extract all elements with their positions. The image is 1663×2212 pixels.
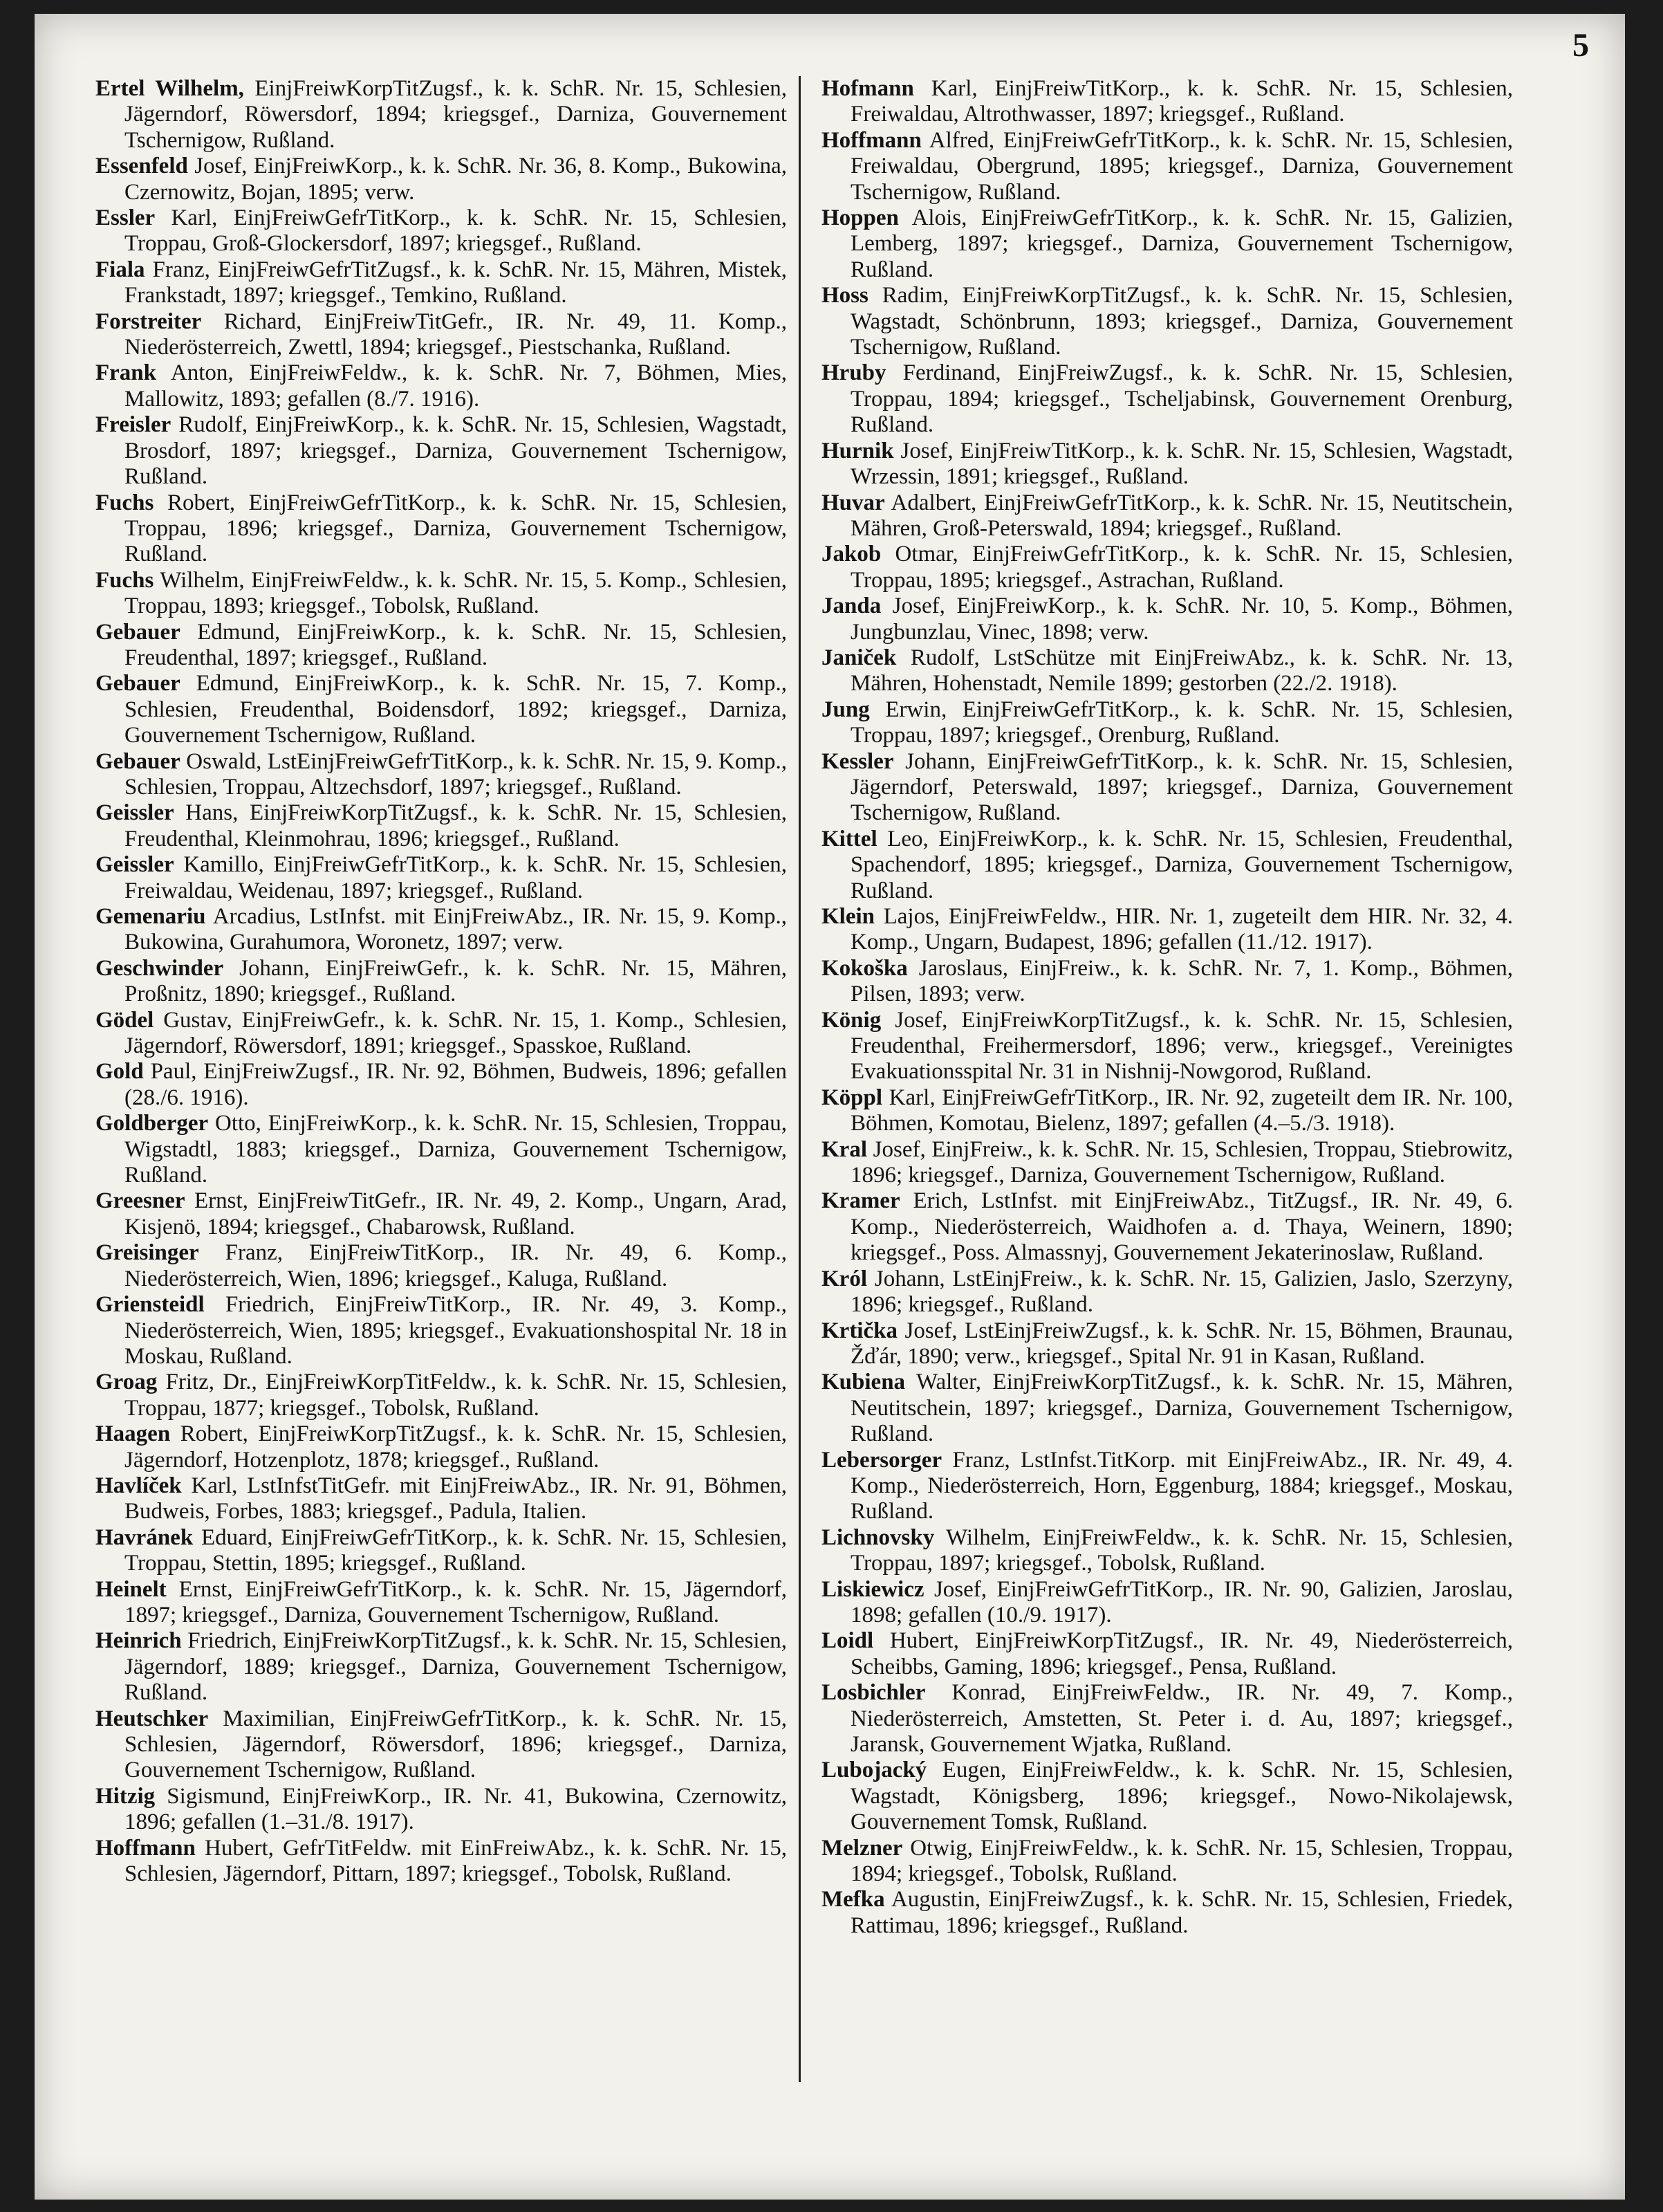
register-entry (821, 490, 1513, 542)
entry-surname: Hitzig (95, 1783, 156, 1809)
entry-surname: Kokoška (821, 955, 908, 981)
register-entry (95, 852, 787, 904)
entry-surname: Lubojacký (821, 1758, 927, 1783)
register-entry (95, 956, 787, 1008)
entry-details: Josef, LstEinjFreiwZugsf., k. k. SchR. Nr. 15, Böhmen, Braunau, Žďár, 1890; verw., kriegsgef., Spital Nr. 91 in Kasan, Rußland. (851, 1318, 1513, 1369)
entry-surname: Greesner (95, 1188, 185, 1214)
entry-details: Hubert, EinjFreiwKorpTitZugsf., IR. Nr. 49, Niederösterreich, Scheibbs, Gaming, 1896; kriegsgef., Pensa, Rußland. (851, 1628, 1513, 1679)
entry-surname: Gebauer (95, 671, 180, 697)
register-entry (95, 1240, 787, 1292)
register-entry (95, 620, 787, 672)
entry-surname: Fiala (95, 257, 145, 282)
entry-details: Sigismund, EinjFreiwKorp., IR. Nr. 41, Bukowina, Czernowitz, 1896; gefallen (1.–31./8. 1917). (124, 1783, 787, 1835)
entry-details: Josef, EinjFreiwKorp., k. k. SchR. Nr. 36, 8. Komp., Bukowina, Czernowitz, Bojan, 1895; verw. (124, 154, 787, 205)
entry-details: Otto, EinjFreiwKorp., k. k. SchR. Nr. 15, Schlesien, Troppau, Wigstadtl, 1883; kriegsgef., Darniza, Gouvernement Tschernigow, Rußland. (124, 1111, 787, 1188)
entry-details: Konrad, EinjFreiwFeldw., IR. Nr. 49, 7. Komp., Niederösterreich, Amstetten, St. Peter i. d. Au, 1897; kriegsgef., Jaransk, Gouvernement Wjatka, Rußland. (851, 1680, 1513, 1757)
register-entry (821, 1318, 1513, 1370)
register-entry (821, 1887, 1513, 1939)
page-number: 5 (1572, 27, 1589, 64)
register-entry (821, 1085, 1513, 1137)
entry-surname: Hoss (821, 283, 868, 308)
entry-surname: Geissler (95, 852, 174, 878)
entry-surname: Jung (821, 697, 870, 722)
entry-details: Alfred, EinjFreiwGefrTitKorp., k. k. SchR. Nr. 15, Schlesien, Freiwaldau, Obergrund, 1895; kriegsgef., Darniza, Gouvernement Tschernigow, Rußland. (851, 127, 1513, 205)
entry-details: Arcadius, LstInfst. mit EinjFreiwAbz., IR. Nr. 15, 9. Komp., Bukowina, Gurahumora, Woronetz, 1897; verw. (124, 904, 787, 955)
entry-details: Richard, EinjFreiwTitGefr., IR. Nr. 49, 11. Komp., Niederösterreich, Zwettl, 1894; kriegsgef., Piestschanka, Rußland. (124, 308, 787, 360)
register-entry (95, 205, 787, 257)
entry-details: Otmar, EinjFreiwGefrTitKorp., k. k. SchR. Nr. 15, Schlesien, Troppau, 1895; kriegsgef., Astrachan, Rußland. (851, 542, 1513, 593)
entry-surname: Köppl (821, 1085, 883, 1110)
entry-details: Edmund, EinjFreiwKorp., k. k. SchR. Nr. 15, 7. Komp., Schlesien, Freudenthal, Boidensdorf, 1892; kriegsgef., Darniza, Gouvernement Tschernigow, Rußland. (124, 671, 787, 748)
entry-details: Wilhelm, EinjFreiwFeldw., k. k. SchR. Nr. 15, 5. Komp., Schlesien, Troppau, 1893; kriegsgef., Tobolsk, Rußland. (124, 567, 787, 619)
register-entry (821, 1577, 1513, 1629)
entry-details: Fritz, Dr., EinjFreiwKorpTitFeldw., k. k. SchR. Nr. 15, Schlesien, Troppau, 1877; kriegsgef., Tobolsk, Rußland. (124, 1370, 787, 1421)
register-entry (821, 1628, 1513, 1680)
entry-details: Johann, LstEinjFreiw., k. k. SchR. Nr. 15, Galizien, Jaslo, Szerzyny, 1896; kriegsgef., Rußland. (851, 1266, 1513, 1318)
entry-details: Maximilian, EinjFreiwGefrTitKorp., k. k. SchR. Nr. 15, Schlesien, Jägerndorf, Röwersdorf, 1896; kriegsgef., Darniza, Gouvernement Tschernigow, Rußland. (124, 1706, 787, 1783)
entry-details: Friedrich, EinjFreiwTitKorp., IR. Nr. 49, 3. Komp., Niederösterreich, Wien, 1895; kriegsgef., Evakuationshospital Nr. 18 in Moskau, Rußland. (124, 1292, 787, 1369)
entry-details: Jaroslaus, EinjFreiw., k. k. SchR. Nr. 7, 1. Komp., Böhmen, Pilsen, 1893; verw. (851, 955, 1513, 1007)
register-entry (821, 1680, 1513, 1758)
register-entry (95, 360, 787, 412)
entry-surname: Kramer (821, 1188, 900, 1214)
entry-details: Friedrich, EinjFreiwKorpTitZugsf., k. k. SchR. Nr. 15, Schlesien, Jägerndorf, 1889; kriegsgef., Darniza, Gouvernement Tschernigow, Rußland. (124, 1628, 787, 1706)
register-entry (821, 827, 1513, 904)
register-entry (821, 645, 1513, 697)
entry-surname: Freisler (95, 412, 171, 438)
register-entry (95, 671, 787, 748)
entry-surname: Liskiewicz (821, 1576, 925, 1602)
register-entry (95, 154, 787, 205)
register-entry (821, 128, 1513, 205)
entry-surname: Hoffmann (821, 127, 922, 153)
entry-surname: Huvar (821, 490, 885, 515)
register-entry (821, 205, 1513, 283)
entry-surname: Janiček (821, 645, 897, 670)
entry-details: Eugen, EinjFreiwFeldw., k. k. SchR. Nr. 15, Schlesien, Wagstadt, Königsberg, 1896; kriegsgef., Nowo-Nikolajewsk, Gouvernement Tomsk, Rußland. (851, 1758, 1513, 1835)
entry-details: Anton, EinjFreiwFeldw., k. k. SchR. Nr. 7, Böhmen, Mies, Mallowitz, 1893; gefallen (8./7. 1916). (124, 360, 787, 412)
entry-surname: Gemenariu (95, 904, 206, 929)
register-entry (821, 76, 1513, 128)
entry-surname: Heinrich (95, 1628, 182, 1654)
register-entry (821, 904, 1513, 956)
entry-details: Walter, EinjFreiwKorpTitZugsf., k. k. SchR. Nr. 15, Mähren, Neutitschein, 1897; kriegsgef., Darniza, Gouvernement Tschernigow, Rußland. (851, 1370, 1513, 1447)
register-entry (821, 360, 1513, 438)
entry-surname: Lebersorger (821, 1447, 942, 1473)
entry-details: Franz, EinjFreiwTitKorp., IR. Nr. 49, 6. Komp., Niederösterreich, Wien, 1896; kriegsgef., Kaluga, Rußland. (124, 1240, 787, 1291)
register-entry (95, 904, 787, 956)
entry-surname: Haagen (95, 1421, 171, 1447)
register-entry (821, 439, 1513, 490)
register-entry (95, 800, 787, 852)
entry-details: Rudolf, EinjFreiwKorp., k. k. SchR. Nr. 15, Schlesien, Wagstadt, Brosdorf, 1897; kriegsgef., Darniza, Gouvernement Tschernigow, Rußland. (124, 412, 787, 490)
register-entry (95, 412, 787, 490)
entry-details: Erwin, EinjFreiwGefrTitKorp., k. k. SchR. Nr. 15, Schlesien, Troppau, 1897; kriegsgef., Orenburg, Rußland. (851, 697, 1513, 748)
register-entry (95, 1111, 787, 1188)
register-entry (95, 1784, 787, 1836)
entry-details: Erich, LstInfst. mit EinjFreiwAbz., TitZugsf., IR. Nr. 49, 6. Komp., Niederösterreich, Waidhofen a. d. Thaya, Weinern, 1890; kriegsgef., Poss. Almassnyj, Gouvernement Jekaterinoslaw, Rußland. (851, 1188, 1513, 1266)
register-entry (95, 1292, 787, 1370)
entry-surname: Janda (821, 593, 882, 619)
entry-details: Johann, EinjFreiwGefrTitKorp., k. k. SchR. Nr. 15, Schlesien, Jägerndorf, Peterswald, 1897; kriegsgef., Darniza, Gouvernement Tschernigow, Rußland. (851, 748, 1513, 826)
entry-details: Rudolf, LstSchütze mit EinjFreiwAbz., k. k. SchR. Nr. 13, Mähren, Hohenstadt, Nemile 1899; gestorben (22./2. 1918). (851, 645, 1513, 697)
entry-surname: Gödel (95, 1007, 154, 1033)
entry-surname: Havránek (95, 1524, 194, 1550)
register-entry (95, 309, 787, 361)
register-entry (95, 1836, 787, 1888)
entry-surname: Heinelt (95, 1576, 167, 1602)
register-entry (821, 697, 1513, 749)
register-entry (821, 749, 1513, 827)
entry-details: Franz, LstInfst.TitKorp. mit EinjFreiwAbz., IR. Nr. 49, 4. Komp., Niederösterreich, Horn, Eggenburg, 1884; kriegsgef., Moskau, Rußland. (851, 1447, 1513, 1524)
entry-surname: Hruby (821, 360, 886, 386)
entry-details: Gustav, EinjFreiwGefr., k. k. SchR. Nr. 15, 1. Komp., Schlesien, Jägerndorf, Röwersdorf, 1891; kriegsgef., Spasskoe, Rußland. (124, 1007, 787, 1059)
entry-details: Adalbert, EinjFreiwGefrTitKorp., k. k. SchR. Nr. 15, Neutitschein, Mähren, Groß-Peterswald, 1894; kriegsgef., Rußland. (851, 490, 1513, 541)
register-entry (95, 568, 787, 620)
entry-surname: Loidl (821, 1628, 874, 1654)
entry-details: EinjFreiwKorpTitZugsf., k. k. SchR. Nr. 15, Schlesien, Jägerndorf, Röwersdorf, 1894; kriegsgef., Darniza, Gouvernement Tschernigow, Rußland. (124, 76, 787, 153)
register-entry (95, 1370, 787, 1421)
entry-surname: Greisinger (95, 1240, 199, 1266)
register-entry (95, 1473, 787, 1525)
entry-surname: Kral (821, 1136, 867, 1162)
entry-surname: Kubiena (821, 1370, 906, 1395)
entry-details: Karl, EinjFreiwGefrTitKorp., IR. Nr. 92, zugeteilt dem IR. Nr. 100, Böhmen, Komotau, Bielenz, 1897; gefallen (4.–5./3. 1918). (851, 1085, 1513, 1136)
entry-details: Karl, EinjFreiwTitKorp., k. k. SchR. Nr. 15, Schlesien, Freiwaldau, Altrothwasser, 1897; kriegsgef., Rußland. (851, 76, 1513, 127)
register-entry (95, 1059, 787, 1111)
entry-surname: Groag (95, 1370, 158, 1395)
register-entry (821, 1137, 1513, 1189)
entry-details: Leo, EinjFreiwKorp., k. k. SchR. Nr. 15, Schlesien, Freudenthal, Spachendorf, 1895; kriegsgef., Darniza, Gouvernement Tschernigow, Rußland. (851, 826, 1513, 903)
entry-details: Karl, EinjFreiwGefrTitKorp., k. k. SchR. Nr. 15, Schlesien, Troppau, Groß-Glockersdorf, 1897; kriegsgef., Rußland. (124, 205, 787, 257)
entry-surname: Fuchs (95, 567, 154, 593)
entry-details: Robert, EinjFreiwGefrTitKorp., k. k. SchR. Nr. 15, Schlesien, Troppau, 1896; kriegsgef., Darniza, Gouvernement Tschernigow, Rußland. (124, 490, 787, 567)
register-entry (821, 1188, 1513, 1266)
entry-surname: Hofmann (821, 76, 914, 101)
register-entry (821, 1525, 1513, 1577)
register-entry (821, 1448, 1513, 1525)
entry-details: Hubert, GefrTitFeldw. mit EinFreiwAbz., k. k. SchR. Nr. 15, Schlesien, Jägerndorf, Pittarn, 1897; kriegsgef., Tobolsk, Rußland. (124, 1835, 787, 1887)
register-entry (821, 956, 1513, 1008)
register-entry (95, 1188, 787, 1240)
entry-details: Josef, EinjFreiwTitKorp., k. k. SchR. Nr. 15, Schlesien, Wagstadt, Wrzessin, 1891; kriegsgef., Rußland. (851, 438, 1513, 490)
right-column (821, 76, 1513, 1939)
register-entry (821, 542, 1513, 593)
entry-surname: Essler (95, 205, 156, 231)
register-entry (95, 1577, 787, 1629)
register-entry (821, 1266, 1513, 1318)
entry-details: Wilhelm, EinjFreiwFeldw., k. k. SchR. Nr. 15, Schlesien, Troppau, 1897; kriegsgef., Tobolsk, Rußland. (851, 1524, 1513, 1576)
entry-details: Lajos, EinjFreiwFeldw., HIR. Nr. 1, zugeteilt dem HIR. Nr. 32, 4. Komp., Ungarn, Budapest, 1896; gefallen (11./12. 1917). (851, 904, 1513, 955)
register-entry (95, 490, 787, 568)
entry-surname: Heutschker (95, 1706, 209, 1731)
register-entry (95, 76, 787, 154)
document-page (35, 14, 1625, 2200)
register-entry (95, 1525, 787, 1577)
entry-surname: Griensteidl (95, 1292, 205, 1318)
entry-surname: König (821, 1007, 882, 1033)
entry-details: Ernst, EinjFreiwTitGefr., IR. Nr. 49, 2. Komp., Ungarn, Arad, Kisjenö, 1894; kriegsgef., Chabarowsk, Rußland. (124, 1188, 787, 1239)
entry-details: Robert, EinjFreiwKorpTitZugsf., k. k. SchR. Nr. 15, Schlesien, Jägerndorf, Hotzenplotz, 1878; kriegsgef., Rußland. (124, 1421, 787, 1473)
entry-details: Edmund, EinjFreiwKorp., k. k. SchR. Nr. 15, Schlesien, Freudenthal, 1897; kriegsgef., Rußland. (124, 619, 787, 670)
entry-details: Otwig, EinjFreiwFeldw., k. k. SchR. Nr. 15, Schlesien, Troppau, 1894; kriegsgef., Tobolsk, Rußland. (851, 1835, 1513, 1887)
entry-surname: Goldberger (95, 1111, 209, 1136)
column-divider (799, 76, 801, 2082)
entry-details: Paul, EinjFreiwZugsf., IR. Nr. 92, Böhmen, Budweis, 1896; gefallen (28./6. 1916). (124, 1059, 787, 1110)
register-entry (821, 1370, 1513, 1447)
entry-details: Kamillo, EinjFreiwGefrTitKorp., k. k. SchR. Nr. 15, Schlesien, Freiwaldau, Weidenau, 1897; kriegsgef., Rußland. (124, 852, 787, 903)
entry-surname: Hoppen (821, 205, 899, 231)
register-entry (821, 283, 1513, 360)
entry-surname: Losbichler (821, 1680, 926, 1706)
entry-surname: Hurnik (821, 438, 894, 463)
register-entry (95, 1628, 787, 1706)
entry-surname: Jakob (821, 542, 882, 567)
entry-surname: Essenfeld (95, 154, 188, 179)
entry-surname: Forstreiter (95, 308, 202, 334)
entry-surname: Kittel (821, 826, 877, 851)
register-entry (95, 1421, 787, 1473)
register-entry (821, 1758, 1513, 1835)
entry-details: Oswald, LstEinjFreiwGefrTitKorp., k. k. SchR. Nr. 15, 9. Komp., Schlesien, Troppau, Altzechsdorf, 1897; kriegsgef., Rußland. (124, 748, 787, 800)
entry-surname: Geissler (95, 800, 174, 826)
entry-surname: Lichnovsky (821, 1524, 935, 1550)
entry-surname: Gold (95, 1059, 144, 1085)
entry-details: Karl, LstInfstTitGefr. mit EinjFreiwAbz., IR. Nr. 91, Böhmen, Budweis, Forbes, 1883; kriegsgef., Padula, Italien. (124, 1473, 787, 1524)
register-entry (95, 257, 787, 309)
entry-surname: Havlíček (95, 1473, 182, 1498)
register-entry (95, 749, 787, 801)
entry-details: Hans, EinjFreiwKorpTitZugsf., k. k. SchR. Nr. 15, Schlesien, Freudenthal, Kleinmohrau, 1896; kriegsgef., Rußland. (124, 800, 787, 851)
left-column (95, 76, 787, 1887)
entry-details: Josef, EinjFreiwKorpTitZugsf., k. k. SchR. Nr. 15, Schlesien, Freudenthal, Freihermersdorf, 1896; verw., kriegsgef., Vereinigtes Evakuationsspital Nr. 31 in Nishnij-Nowgorod, Rußland. (851, 1007, 1513, 1085)
entry-details: Augustin, EinjFreiwZugsf., k. k. SchR. Nr. 15, Schlesien, Friedek, Rattimau, 1896; kriegsgef., Rußland. (851, 1887, 1513, 1938)
entry-details: Josef, EinjFreiwKorp., k. k. SchR. Nr. 10, 5. Komp., Böhmen, Jungbunzlau, Vinec, 1898; verw. (851, 593, 1513, 645)
entry-surname: Hoffmann (95, 1835, 196, 1861)
register-entry (821, 1008, 1513, 1085)
entry-details: Josef, EinjFreiw., k. k. SchR. Nr. 15, Schlesien, Troppau, Stiebrowitz, 1896; kriegsgef., Darniza, Gouvernement Tschernigow, Rußland. (851, 1136, 1513, 1188)
entry-surname: Klein (821, 904, 875, 929)
entry-surname: Melzner (821, 1835, 903, 1861)
entry-surname: Fuchs (95, 490, 154, 515)
entry-surname: Krtička (821, 1318, 898, 1343)
entry-details: Eduard, EinjFreiwGefrTitKorp., k. k. SchR. Nr. 15, Schlesien, Troppau, Stettin, 1895; kriegsgef., Rußland. (124, 1524, 787, 1576)
register-entry (95, 1706, 787, 1784)
entry-details: Franz, EinjFreiwGefrTitZugsf., k. k. SchR. Nr. 15, Mähren, Mistek, Frankstadt, 1897; kriegsgef., Temkino, Rußland. (124, 257, 787, 308)
entry-surname: Geschwinder (95, 955, 224, 981)
entry-surname: Frank (95, 360, 157, 386)
entry-details: Johann, EinjFreiwGefr., k. k. SchR. Nr. 15, Mähren, Proßnitz, 1890; kriegsgef., Rußland. (124, 955, 787, 1007)
entry-surname: Ertel Wilhelm, (95, 76, 244, 101)
entry-surname: Król (821, 1266, 867, 1291)
entry-surname: Mefka (821, 1887, 885, 1913)
entry-details: Ernst, EinjFreiwGefrTitKorp., k. k. SchR. Nr. 15, Jägerndorf, 1897; kriegsgef., Darniza, Gouvernement Tschernigow, Rußland. (124, 1576, 787, 1628)
entry-surname: Kessler (821, 748, 894, 774)
entry-surname: Gebauer (95, 619, 180, 645)
register-entry (821, 593, 1513, 645)
entry-details: Radim, EinjFreiwKorpTitZugsf., k. k. SchR. Nr. 15, Schlesien, Wagstadt, Schönbrunn, 1893; kriegsgef., Darniza, Gouvernement Tschernigow, Rußland. (851, 283, 1513, 360)
register-entry (95, 1008, 787, 1060)
entry-surname: Gebauer (95, 748, 180, 774)
entry-details: Ferdinand, EinjFreiwZugsf., k. k. SchR. Nr. 15, Schlesien, Troppau, 1894; kriegsgef., Tscheljabinsk, Gouvernement Orenburg, Rußland. (851, 360, 1513, 438)
entry-details: Josef, EinjFreiwGefrTitKorp., IR. Nr. 90, Galizien, Jaroslau, 1898; gefallen (10./9. 1917). (851, 1576, 1513, 1628)
entry-details: Alois, EinjFreiwGefrTitKorp., k. k. SchR. Nr. 15, Galizien, Lemberg, 1897; kriegsgef., Darniza, Gouvernement Tschernigow, Rußland. (851, 205, 1513, 282)
register-entry (821, 1836, 1513, 1888)
